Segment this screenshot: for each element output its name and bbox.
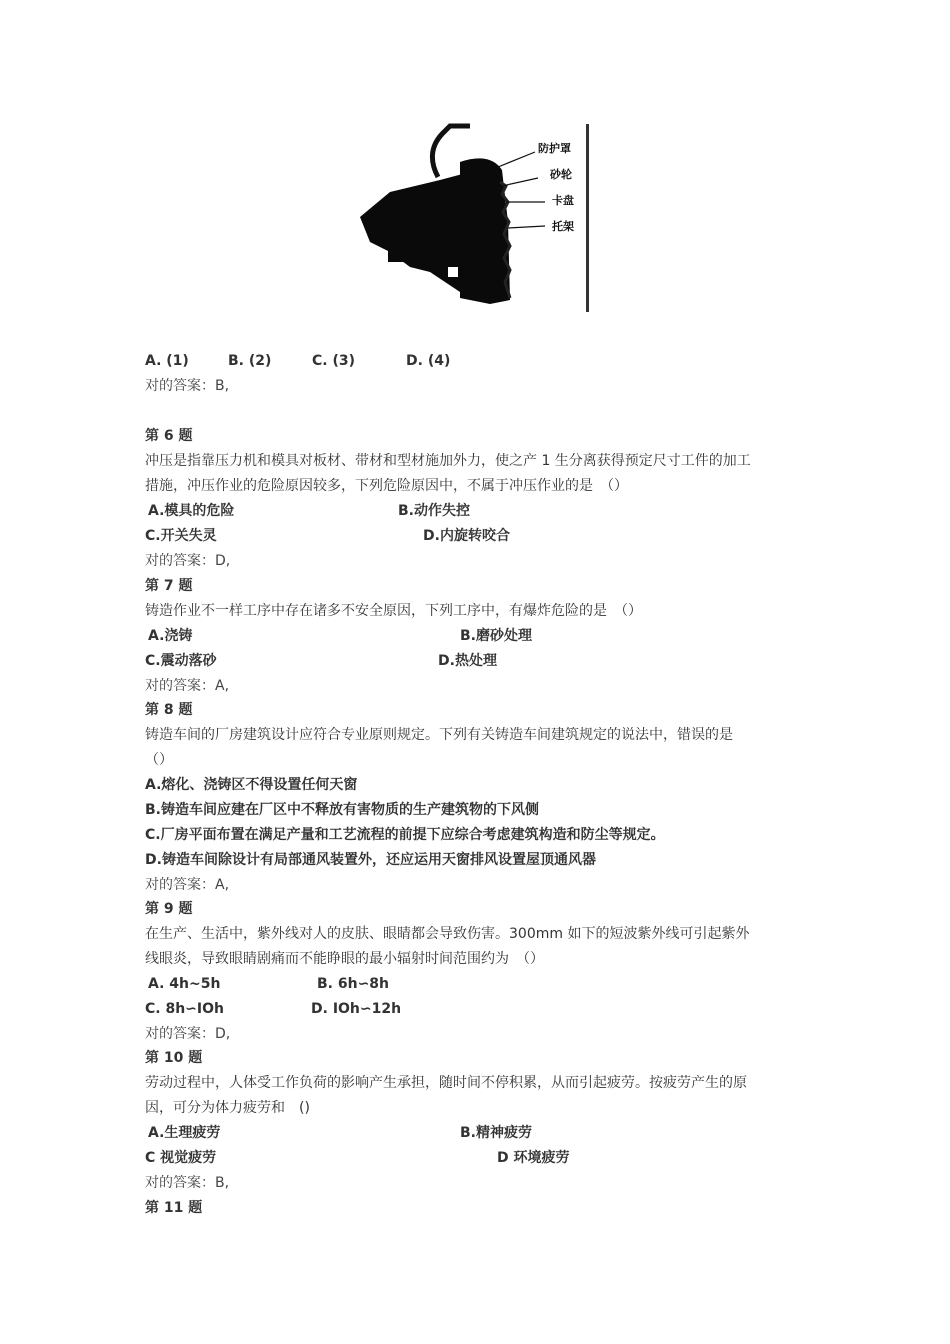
q9-option-d: D. IOh∽12h <box>311 1001 402 1017</box>
q7-text-line1: 铸造作业不一样工序中存在诸多不安全原因，下列工序中，有爆炸危险的是 （） <box>145 603 642 619</box>
grinder-diagram <box>350 122 595 314</box>
q6-option-c: C.开关失灵 <box>145 528 217 544</box>
q6-answer: 对的答案：D, <box>145 553 231 569</box>
leader-line <box>508 226 545 228</box>
q9-answer: 对的答案：D, <box>145 1026 231 1042</box>
q5-option-d: D. (4) <box>406 353 451 369</box>
q5-option-a: A. (1) <box>145 353 189 369</box>
label-rest: 托架 <box>552 220 574 233</box>
wheel-guard <box>460 158 510 304</box>
q7-answer: 对的答案：A, <box>145 678 230 694</box>
leader-line <box>502 178 538 186</box>
q7-option-b: B.磨砂处理 <box>460 628 532 644</box>
q6-option-b: B.动作失控 <box>398 503 470 519</box>
q10-text-line1: 劳动过程中，人体受工作负荷的影响产生承担，随时间不停积累，从而引起疲劳。按疲劳产生的原 <box>145 1075 747 1091</box>
q6-option-d: D.内旋转咬合 <box>423 528 510 544</box>
q6-title: 第 6 题 <box>145 428 193 444</box>
q8-option-c: C.厂房平面布置在满足产量和工艺流程的前提下应综合考虑建筑构造和防尘等规定。 <box>145 827 665 843</box>
q10-option-a: A.生理疲劳 <box>148 1125 221 1141</box>
q11-title: 第 11 题 <box>145 1200 203 1216</box>
q10-option-c: C 视觉疲劳 <box>145 1150 217 1166</box>
q10-answer: 对的答案：B, <box>145 1175 230 1191</box>
q9-title: 第 9 题 <box>145 901 193 917</box>
frame-bar <box>586 124 589 312</box>
q9-text-line1: 在生产、生活中，紫外线对人的皮肤、眼睛都会导致伤害。300mm 如下的短波紫外线可引起紫外 <box>145 926 750 942</box>
q7-option-d: D.热处理 <box>438 653 497 669</box>
q10-option-d: D 环境疲劳 <box>497 1150 570 1166</box>
q9-option-a: A. 4h~5h <box>148 976 221 992</box>
q9-option-b: B. 6h∽8h <box>317 976 390 992</box>
q8-text-line2: （） <box>145 752 173 768</box>
q8-text-line1: 铸造车间的厂房建筑设计应符合专业原则规定。下列有关铸造车间建筑规定的说法中，错误的是 <box>145 727 733 743</box>
q8-option-b: B.铸造车间应建在厂区中不释放有害物质的生产建筑物的下风侧 <box>145 802 539 818</box>
label-guard: 防护罩 <box>538 142 571 155</box>
machine-foot <box>448 267 458 277</box>
q7-option-c: C.震动落砂 <box>145 653 217 669</box>
q6-option-a: A.模具的危险 <box>148 503 235 519</box>
q8-title: 第 8 题 <box>145 702 193 718</box>
q5-answer: 对的答案：B, <box>145 378 230 394</box>
machine-foot <box>388 242 408 262</box>
q7-option-a: A.浇铸 <box>148 628 193 644</box>
machine-foot <box>420 252 438 268</box>
q5-option-b: B. (2) <box>228 353 272 369</box>
q6-text-line2: 措施，冲压作业的危险原因较多，下列危险原因中，不属于冲压作业的是 （） <box>145 478 628 494</box>
q9-option-c: C. 8h∽IOh <box>145 1001 224 1017</box>
q10-option-b: B.精神疲劳 <box>460 1125 532 1141</box>
q10-text-line2: 因，可分为体力疲劳和 () <box>145 1100 310 1116</box>
q8-option-d: D.铸造车间除设计有局部通风装置外，还应运用天窗排风设置屋顶通风器 <box>145 852 596 868</box>
q8-answer: 对的答案：A, <box>145 877 230 893</box>
label-chuck: 卡盘 <box>552 194 574 207</box>
q8-option-a: A.熔化、浇铸区不得设置任何天窗 <box>145 777 358 793</box>
q10-title: 第 10 题 <box>145 1050 203 1066</box>
label-wheel: 砂轮 <box>550 168 572 181</box>
q7-title: 第 7 题 <box>145 578 193 594</box>
q6-text-line1: 冲压是指靠压力机和模具对板材、带材和型材施加外力，使之产 1 生分离获得预定尺寸工件的加工 <box>145 453 751 469</box>
q5-option-c: C. (3) <box>312 353 356 369</box>
q9-text-line2: 线眼炎，导致眼睛剧痛而不能睁眼的最小辐射时间范围约为 （） <box>145 951 544 967</box>
leader-line <box>498 152 535 167</box>
